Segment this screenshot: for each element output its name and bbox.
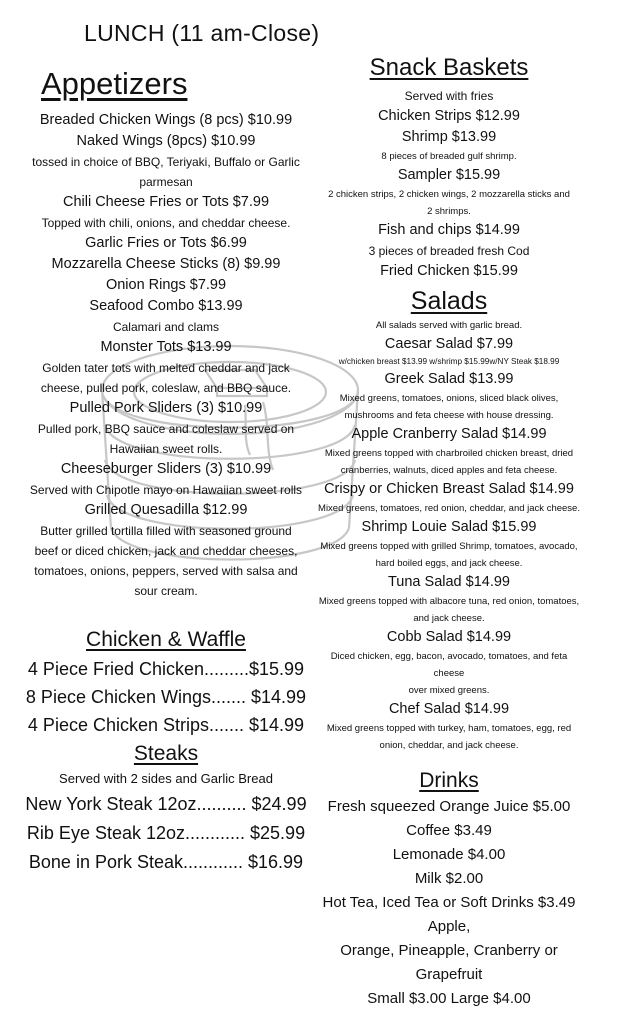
menu-item: Sampler $15.99: [397, 167, 501, 183]
menu-item: Chef Salad $14.99: [388, 701, 510, 718]
salads-list: [316, 317, 582, 754]
menu-item: 4 Piece Fried Chicken.........$15.99: [27, 659, 305, 680]
menu-item-description: Served with Chipotle mayo on Hawaiian sweet rolls: [29, 483, 303, 497]
menu-item: New York Steak 12oz.......... $24.99: [25, 793, 307, 814]
snack-baskets-title: Snack Baskets: [369, 54, 529, 81]
page-header: LUNCH (11 am-Close): [84, 20, 320, 46]
menu-item: Rib Eye Steak 12oz............ $25.99: [26, 822, 306, 843]
drinks-title: Drinks: [419, 769, 479, 793]
menu-item: Monster Tots $13.99: [100, 339, 232, 355]
menu-item-description: Mixed greens topped with albacore tuna, red onion, tomatoes,: [318, 596, 580, 608]
menu-item-description: over mixed greens.: [408, 685, 490, 697]
menu-item: Coffee $3.49: [406, 821, 492, 839]
appetizers-title: Appetizers: [41, 66, 188, 101]
menu-item-description: and jack cheese.: [413, 613, 485, 625]
steaks-list: [18, 790, 314, 877]
menu-item: Hot Tea, Iced Tea or Soft Drinks $3.49 Apple,: [322, 893, 576, 935]
menu-item: Small $3.00 Large $4.00: [367, 989, 531, 1007]
menu-item-description: onion, cheddar, and jack cheese.: [379, 740, 519, 752]
menu-item: Chili Cheese Fries or Tots $7.99: [62, 194, 270, 210]
menu-item: Milk $2.00: [414, 869, 484, 887]
menu-item-description: cranberries, walnuts, diced apples and feta cheese.: [340, 465, 558, 477]
menu-item-description: All salads served with garlic bread.: [375, 320, 523, 332]
menu-item-description: mushrooms and feta cheese with house dressing.: [344, 410, 554, 422]
menu-item: Onion Rings $7.99: [105, 277, 227, 293]
menu-item-description: Mixed greens topped with grilled Shrimp, tomatoes, avocado,: [320, 541, 578, 553]
menu-item: Cobb Salad $14.99: [386, 629, 512, 646]
menu-item: Orange, Pineapple, Cranberry or Grapefruit: [340, 941, 558, 983]
chicken-waffle-list: [18, 655, 314, 739]
menu-item: Chicken Strips $12.99: [378, 108, 520, 124]
menu-item-description: beef or diced chicken, jack and cheddar cheeses,: [34, 544, 298, 558]
menu-item: Garlic Fries or Tots $6.99: [85, 235, 247, 251]
menu-item: Apple Cranberry Salad $14.99: [351, 426, 547, 443]
menu-item: Breaded Chicken Wings (8 pcs) $10.99: [39, 112, 293, 128]
menu-item-description: Mixed greens topped with charbroiled chicken breast, dried: [324, 448, 574, 460]
menu-item-description: sour cream.: [134, 584, 198, 598]
menu-item: Tuna Salad $14.99: [387, 574, 510, 591]
menu-item: Naked Wings (8pcs) $10.99: [76, 133, 256, 149]
menu-item-description: 3 pieces of breaded fresh Cod: [368, 244, 530, 258]
menu-item-description: cheese, pulled pork, coleslaw, and BBQ sauce.: [40, 381, 292, 395]
menu-item: Bone in Pork Steak............ $16.99: [28, 851, 304, 872]
menu-item-description: tossed in choice of BBQ, Teriyaki, Buffalo or Garlic: [32, 155, 300, 169]
menu-item-description: Mixed greens, tomatoes, red onion, cheddar, and jack cheese.: [318, 503, 580, 515]
menu-item: Lemonade $4.00: [392, 845, 506, 863]
menu-item-description: Hawaiian sweet rolls.: [109, 442, 223, 456]
menu-item: 4 Piece Chicken Strips....... $14.99: [27, 715, 305, 736]
menu-item: Shrimp $13.99: [401, 129, 497, 145]
menu-item-description: 8 pieces of breaded gulf shrimp.: [381, 151, 517, 162]
menu-item: Cheeseburger Sliders (3) $10.99: [60, 461, 272, 477]
menu-item-description: 2 shrimps.: [427, 206, 471, 217]
menu-item-description: Diced chicken, egg, bacon, avocado, tomatoes, and feta cheese: [330, 651, 568, 680]
salads-title: Salads: [410, 287, 488, 315]
menu-item-description: Mixed greens topped with turkey, ham, tomatoes, egg, red: [326, 723, 572, 735]
menu-item-description: parmesan: [139, 175, 193, 189]
menu-item: Greek Salad $13.99: [384, 371, 514, 388]
menu-item-description: Served with fries: [404, 89, 494, 103]
menu-item: Shrimp Louie Salad $15.99: [361, 519, 537, 536]
menu-item: Fresh squeezed Orange Juice $5.00: [327, 797, 571, 815]
drinks-list: [316, 795, 582, 1011]
menu-item: Fried Chicken $15.99: [380, 263, 518, 279]
menu-item-description: w/chicken breast $13.99 w/shrimp $15.99w/NY Steak $18.99: [338, 357, 560, 367]
menu-item-description: tomatoes, onions, peppers, served with salsa and: [34, 564, 298, 578]
menu-item-description: Mixed greens, tomatoes, onions, sliced black olives,: [339, 393, 559, 405]
menu-item-description: 2 chicken strips, 2 chicken wings, 2 mozzarella sticks and: [328, 189, 570, 200]
appetizers-list: [18, 110, 314, 601]
menu-item: Crispy or Chicken Breast Salad $14.99: [324, 481, 574, 498]
left-column: [18, 110, 314, 877]
snack-baskets-list: [316, 86, 582, 282]
menu-item: Grilled Quesadilla $12.99: [84, 502, 248, 518]
menu-item-description: Topped with chili, onions, and cheddar cheese.: [41, 216, 291, 230]
menu-item-description: Calamari and clams: [112, 320, 220, 334]
right-column: [316, 54, 582, 1011]
menu-item: 8 Piece Chicken Wings....... $14.99: [25, 687, 307, 708]
steaks-title: Steaks: [133, 742, 199, 766]
menu-item-description: Pulled pork, BBQ sauce and coleslaw served on: [37, 422, 295, 436]
chicken-waffle-title: Chicken & Waffle: [86, 628, 246, 651]
menu-item: Caesar Salad $7.99: [384, 336, 514, 353]
menu-item: Seafood Combo $13.99: [89, 298, 243, 314]
menu-item-description: hard boiled eggs, and jack cheese.: [375, 558, 523, 570]
menu-item-description: Golden tater tots with melted cheddar and jack: [42, 361, 290, 375]
steaks-subtitle: Served with 2 sides and Garlic Bread: [59, 770, 273, 786]
menu-item-description: Butter grilled tortilla filled with seasoned ground: [40, 524, 292, 538]
menu-item: Pulled Pork Sliders (3) $10.99: [69, 400, 263, 416]
menu-item: Mozzarella Cheese Sticks (8) $9.99: [51, 256, 281, 272]
menu-item: Fish and chips $14.99: [378, 222, 520, 238]
